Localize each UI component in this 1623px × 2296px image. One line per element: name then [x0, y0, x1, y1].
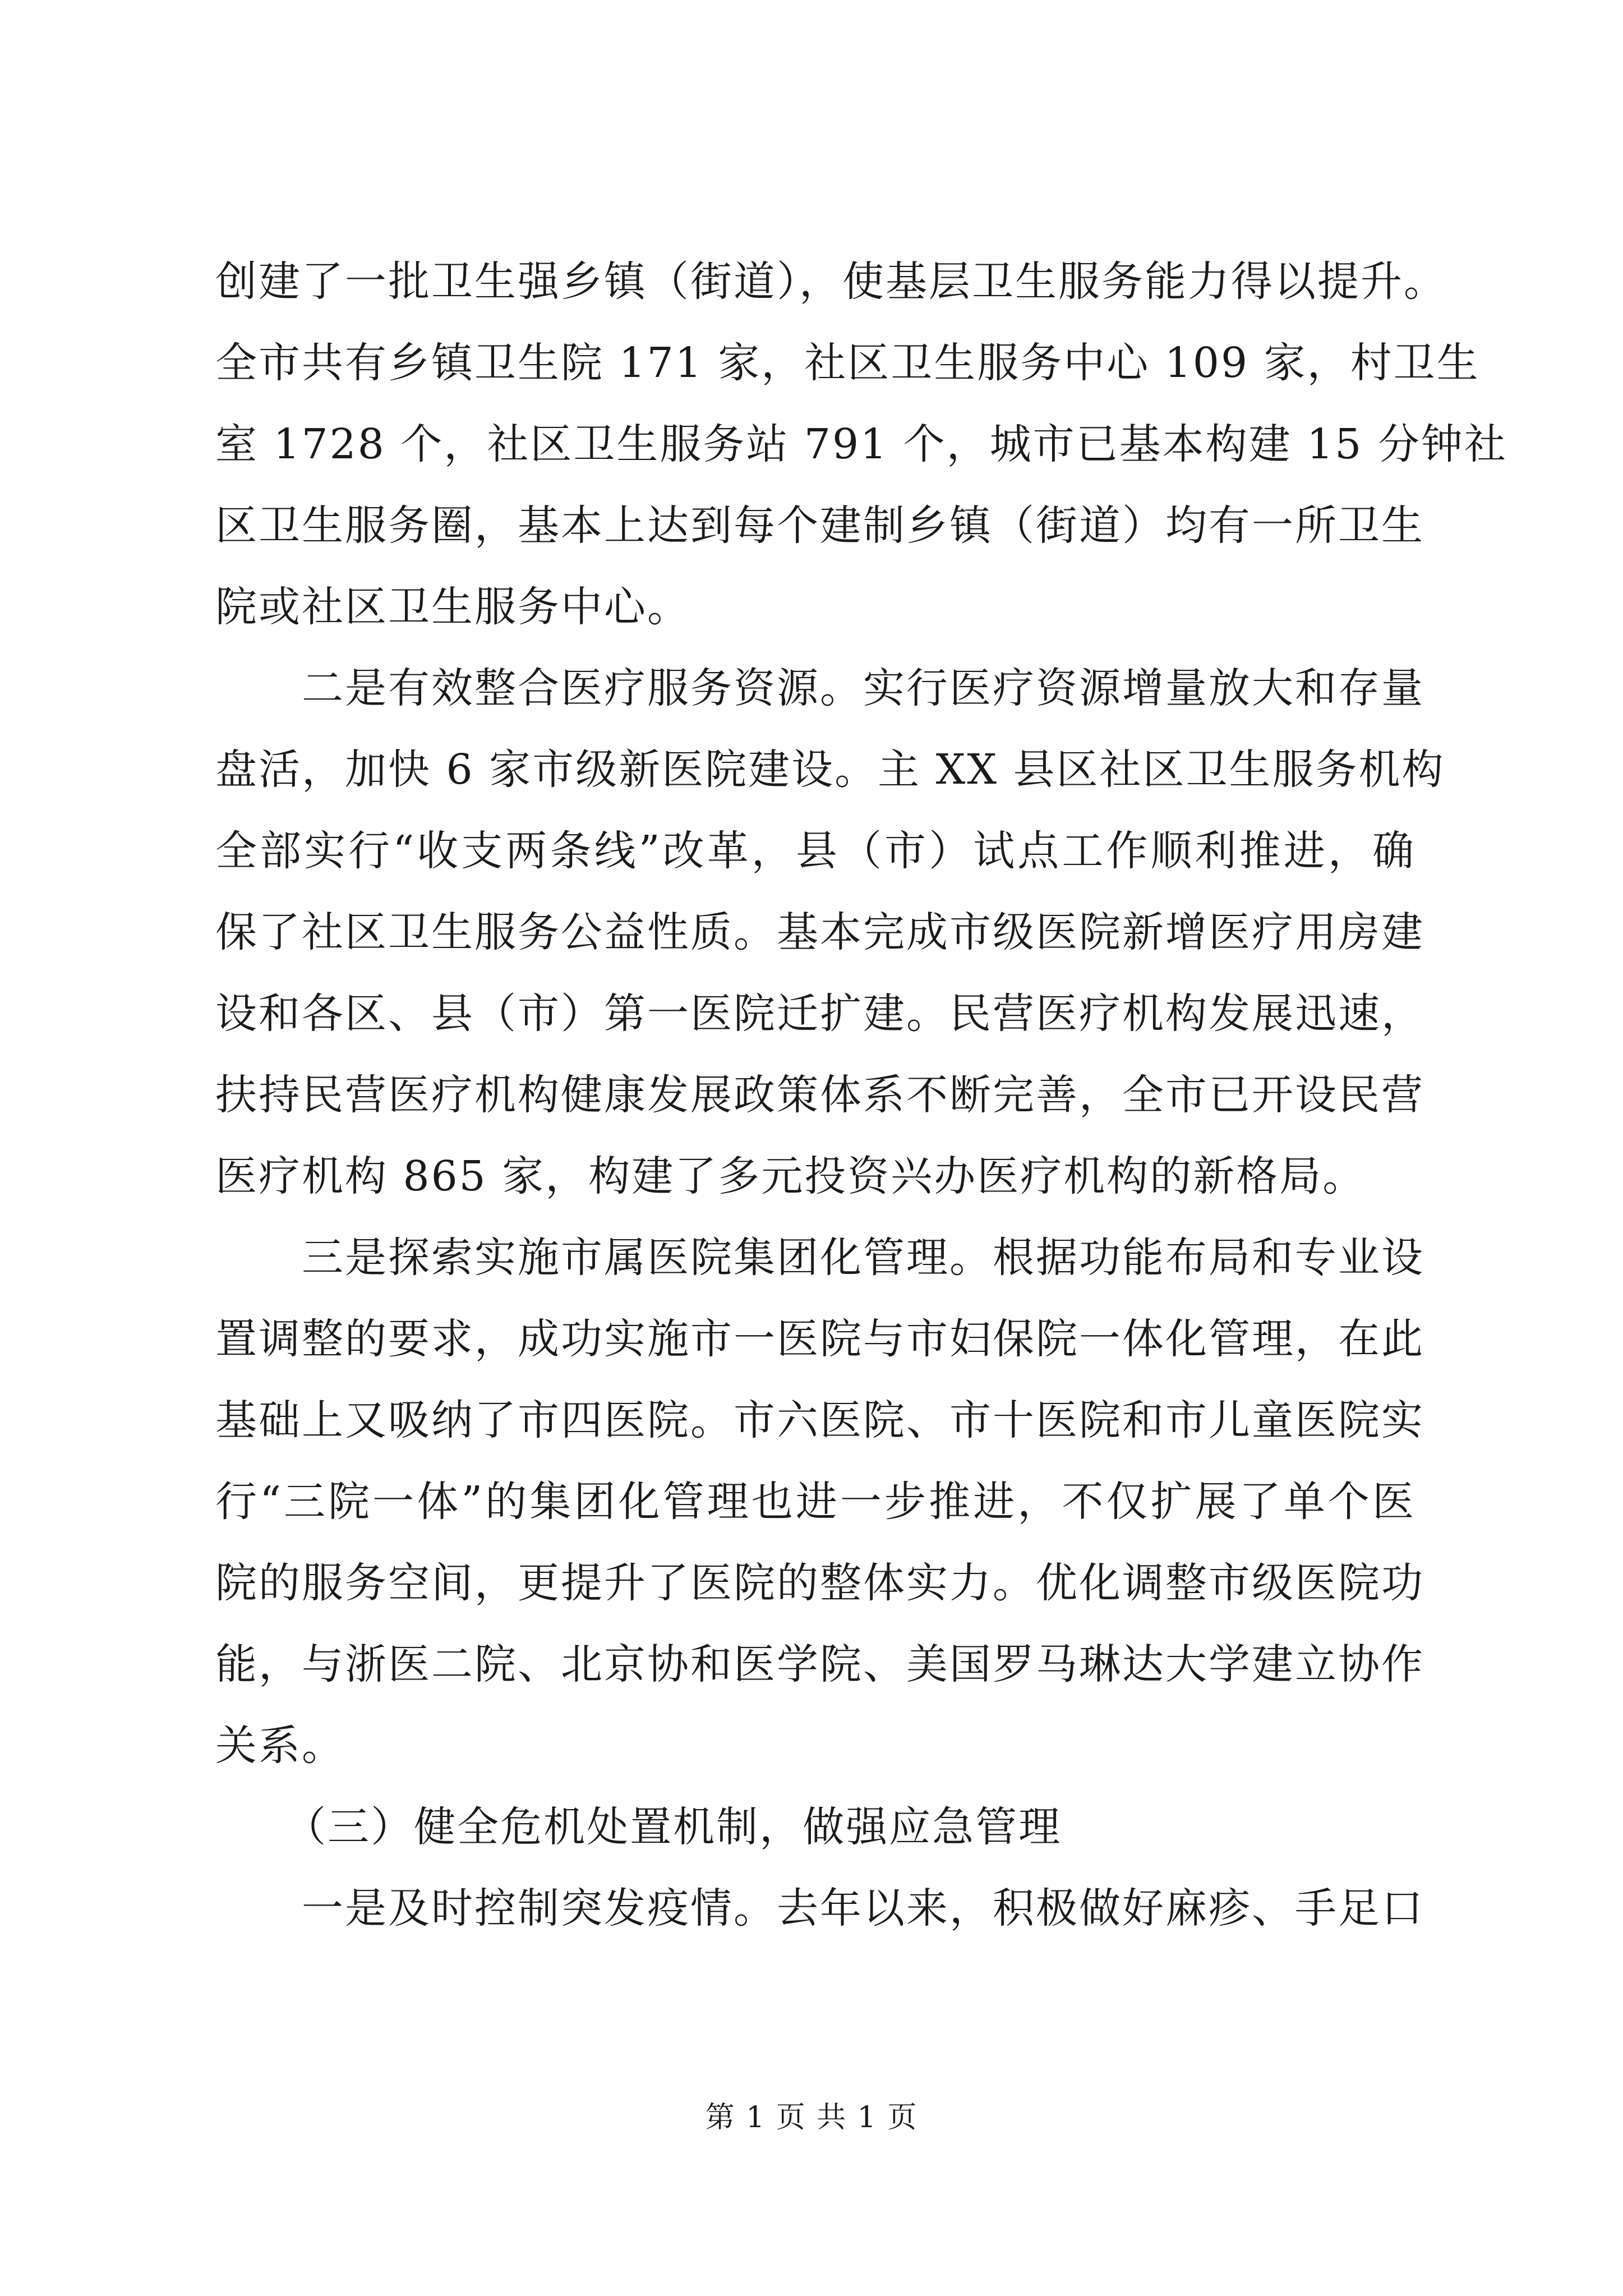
text-line: 室 1728 个，社区卫生服务站 791 个，城市已基本构建 15 分钟社 — [215, 420, 1507, 468]
text-line: 全部实行“收支两条线”改革，县（市）试点工作顺利推进，确 — [215, 827, 1415, 875]
text-line: 院的服务空间，更提升了医院的整体实力。优化调整市级医院功 — [215, 1559, 1424, 1607]
text-line: 院或社区卫生服务中心。 — [215, 583, 690, 631]
document-body — [215, 241, 1507, 1949]
text-line: （三）健全危机处置机制，做强应急管理 — [284, 1803, 1062, 1851]
text-line: 扶持民营医疗机构健康发展政策体系不断完善，全市已开设民营 — [215, 1071, 1424, 1119]
text-line: 设和各区、县（市）第一医院迁扩建。民营医疗机构发展迅速， — [215, 990, 1424, 1038]
text-line: 能，与浙医二院、北京协和医学院、美国罗马琳达大学建立协作 — [215, 1640, 1424, 1688]
text-line: 盘活，加快 6 家市级新医院建设。主 XX 县区社区卫生服务机构 — [215, 746, 1445, 794]
text-line: 置调整的要求，成功实施市一医院与市妇保院一体化管理，在此 — [215, 1315, 1424, 1363]
text-line: 医疗机构 865 家，构建了多元投资兴办医疗机构的新格局。 — [215, 1152, 1366, 1200]
text-line: 保了社区卫生服务公益性质。基本完成市级医院新增医疗用房建 — [215, 908, 1424, 956]
text-line: 行“三院一体”的集团化管理也进一步推进，不仅扩展了单个医 — [215, 1478, 1415, 1526]
text-line: 全市共有乡镇卫生院 171 家，社区卫生服务中心 109 家，村卫生 — [215, 339, 1480, 387]
text-line: 三是探索实施市属医院集团化管理。根据功能布局和专业设 — [302, 1234, 1424, 1282]
text-line: 一是及时控制突发疫情。去年以来，积极做好麻疹、手足口 — [302, 1884, 1424, 1932]
text-line: 基础上又吸纳了市四医院。市六医院、市十医院和市儿童医院实 — [215, 1396, 1424, 1444]
text-line: 区卫生服务圈，基本上达到每个建制乡镇（街道）均有一所卫生 — [215, 501, 1424, 550]
text-line: 关系。 — [215, 1722, 345, 1770]
page-footer: 第 1 页 共 1 页 — [705, 2101, 918, 2134]
text-line: 创建了一批卫生强乡镇（街道），使基层卫生服务能力得以提升。 — [215, 257, 1447, 306]
text-line: 二是有效整合医疗服务资源。实行医疗资源增量放大和存量 — [302, 664, 1424, 712]
